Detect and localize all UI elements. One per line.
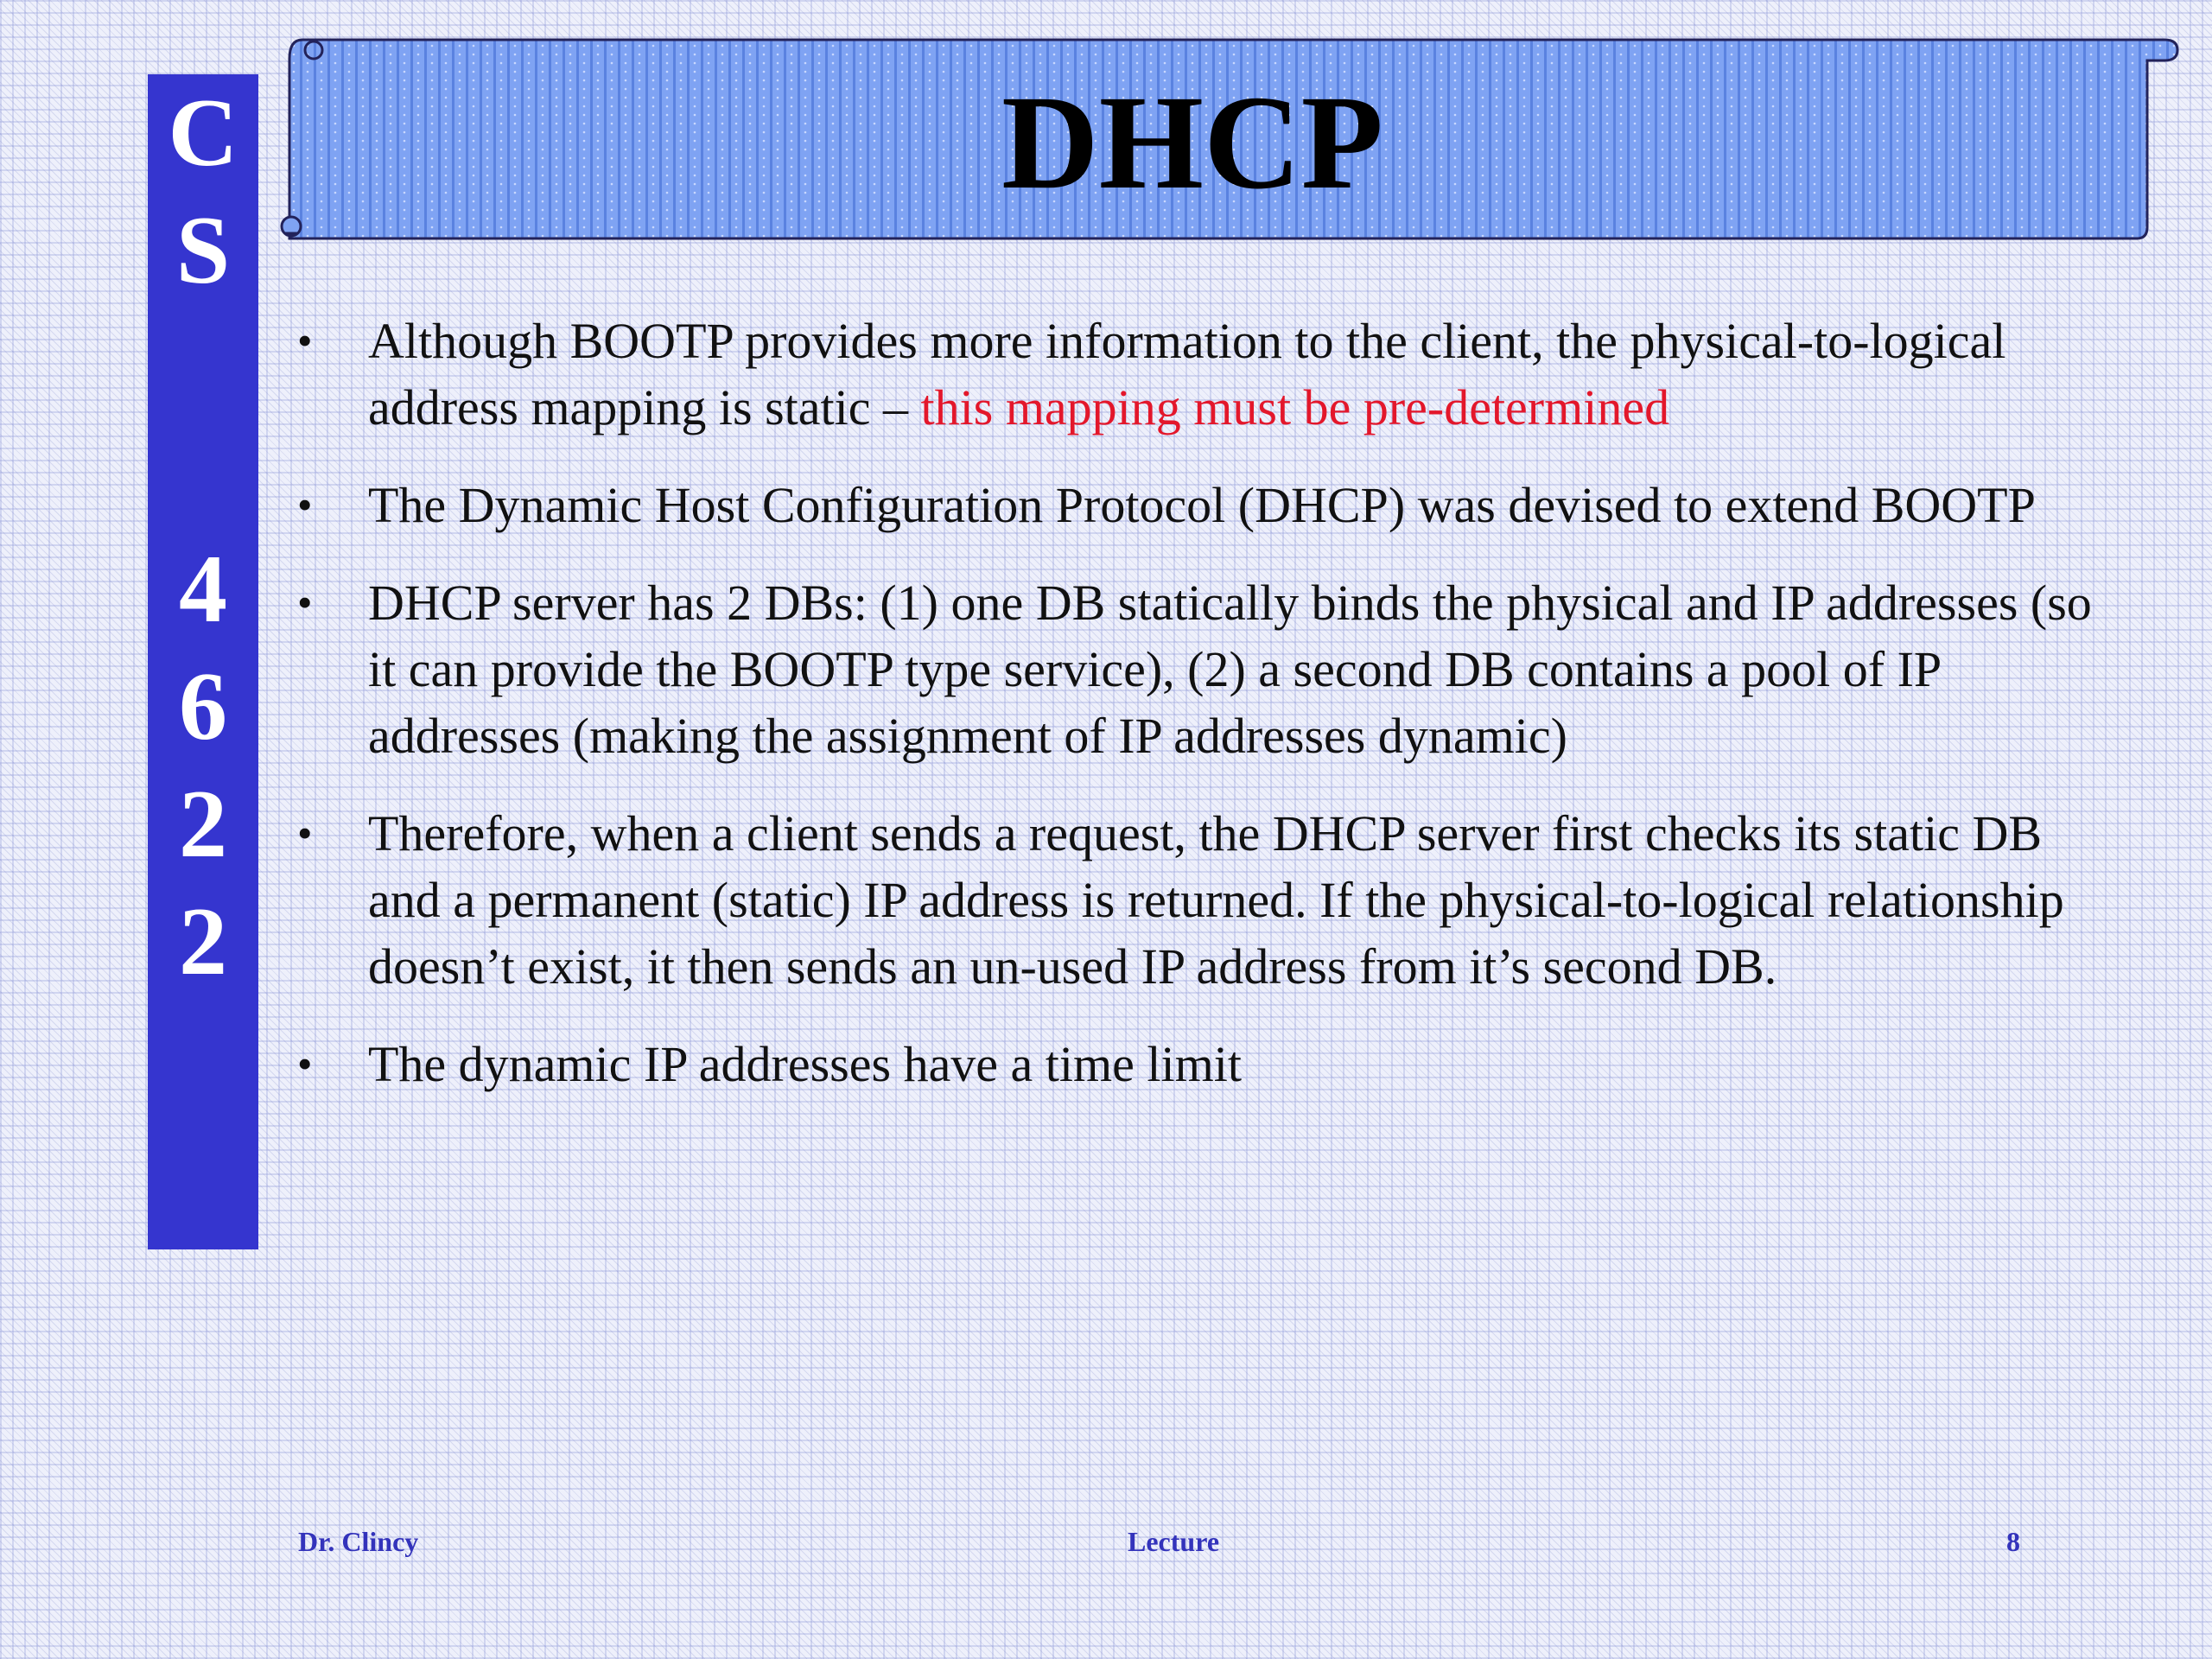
- bullet-text: DHCP server has 2 DBs: (1) one DB statically binds the physical and IP addresses (so it can provide the BOOTP type service), (2) a second DB contains a pool of IP addresses (making the assignment of IP addresses dynamic): [368, 575, 2092, 764]
- slide-title: DHCP: [1001, 67, 1383, 217]
- bullet-text: The Dynamic Host Configuration Protocol (DHCP) was devised to extend BOOTP: [368, 477, 2036, 533]
- sidebar-char: C: [168, 79, 238, 187]
- bullet-dot-icon: •: [297, 809, 313, 857]
- sidebar-char: 6: [179, 653, 227, 760]
- bullet-text: Therefore, when a client sends a request, the DHCP server first checks its static DB and a permanent (static) IP address is returned. If the physical-to-logical relationship doesn’t exist, it then sends an un-used IP address from it’s second DB.: [368, 805, 2064, 995]
- bullet-list: [294, 308, 2117, 1128]
- bullet-dot-icon: •: [297, 1039, 313, 1088]
- bullet-item: [294, 472, 2117, 538]
- bullet-dot-icon: •: [297, 578, 313, 626]
- bullet-dot-icon: •: [297, 480, 313, 529]
- bullet-highlight: this mapping must be pre-determined: [920, 379, 1670, 435]
- sidebar-char: 4: [179, 536, 227, 643]
- bullet-dot-icon: •: [297, 316, 313, 365]
- course-sidebar: [148, 74, 258, 1249]
- bullet-item: [294, 308, 2117, 441]
- footer-author: Dr. Clincy: [298, 1526, 419, 1557]
- sidebar-char: S: [175, 197, 231, 304]
- sidebar-char: 2: [179, 888, 227, 995]
- bullet-item: [294, 1031, 2117, 1097]
- bullet-text: Although BOOTP provides more information to the client, the physical-to-logical address mapping is static –: [368, 313, 2006, 435]
- footer-page-number: 8: [2006, 1526, 2020, 1557]
- bullet-item: [294, 569, 2117, 769]
- bullet-item: [294, 800, 2117, 1000]
- sidebar-char: 2: [179, 771, 227, 878]
- footer-center: Lecture: [1128, 1526, 1220, 1557]
- bullet-text: The dynamic IP addresses have a time limit: [368, 1036, 1242, 1092]
